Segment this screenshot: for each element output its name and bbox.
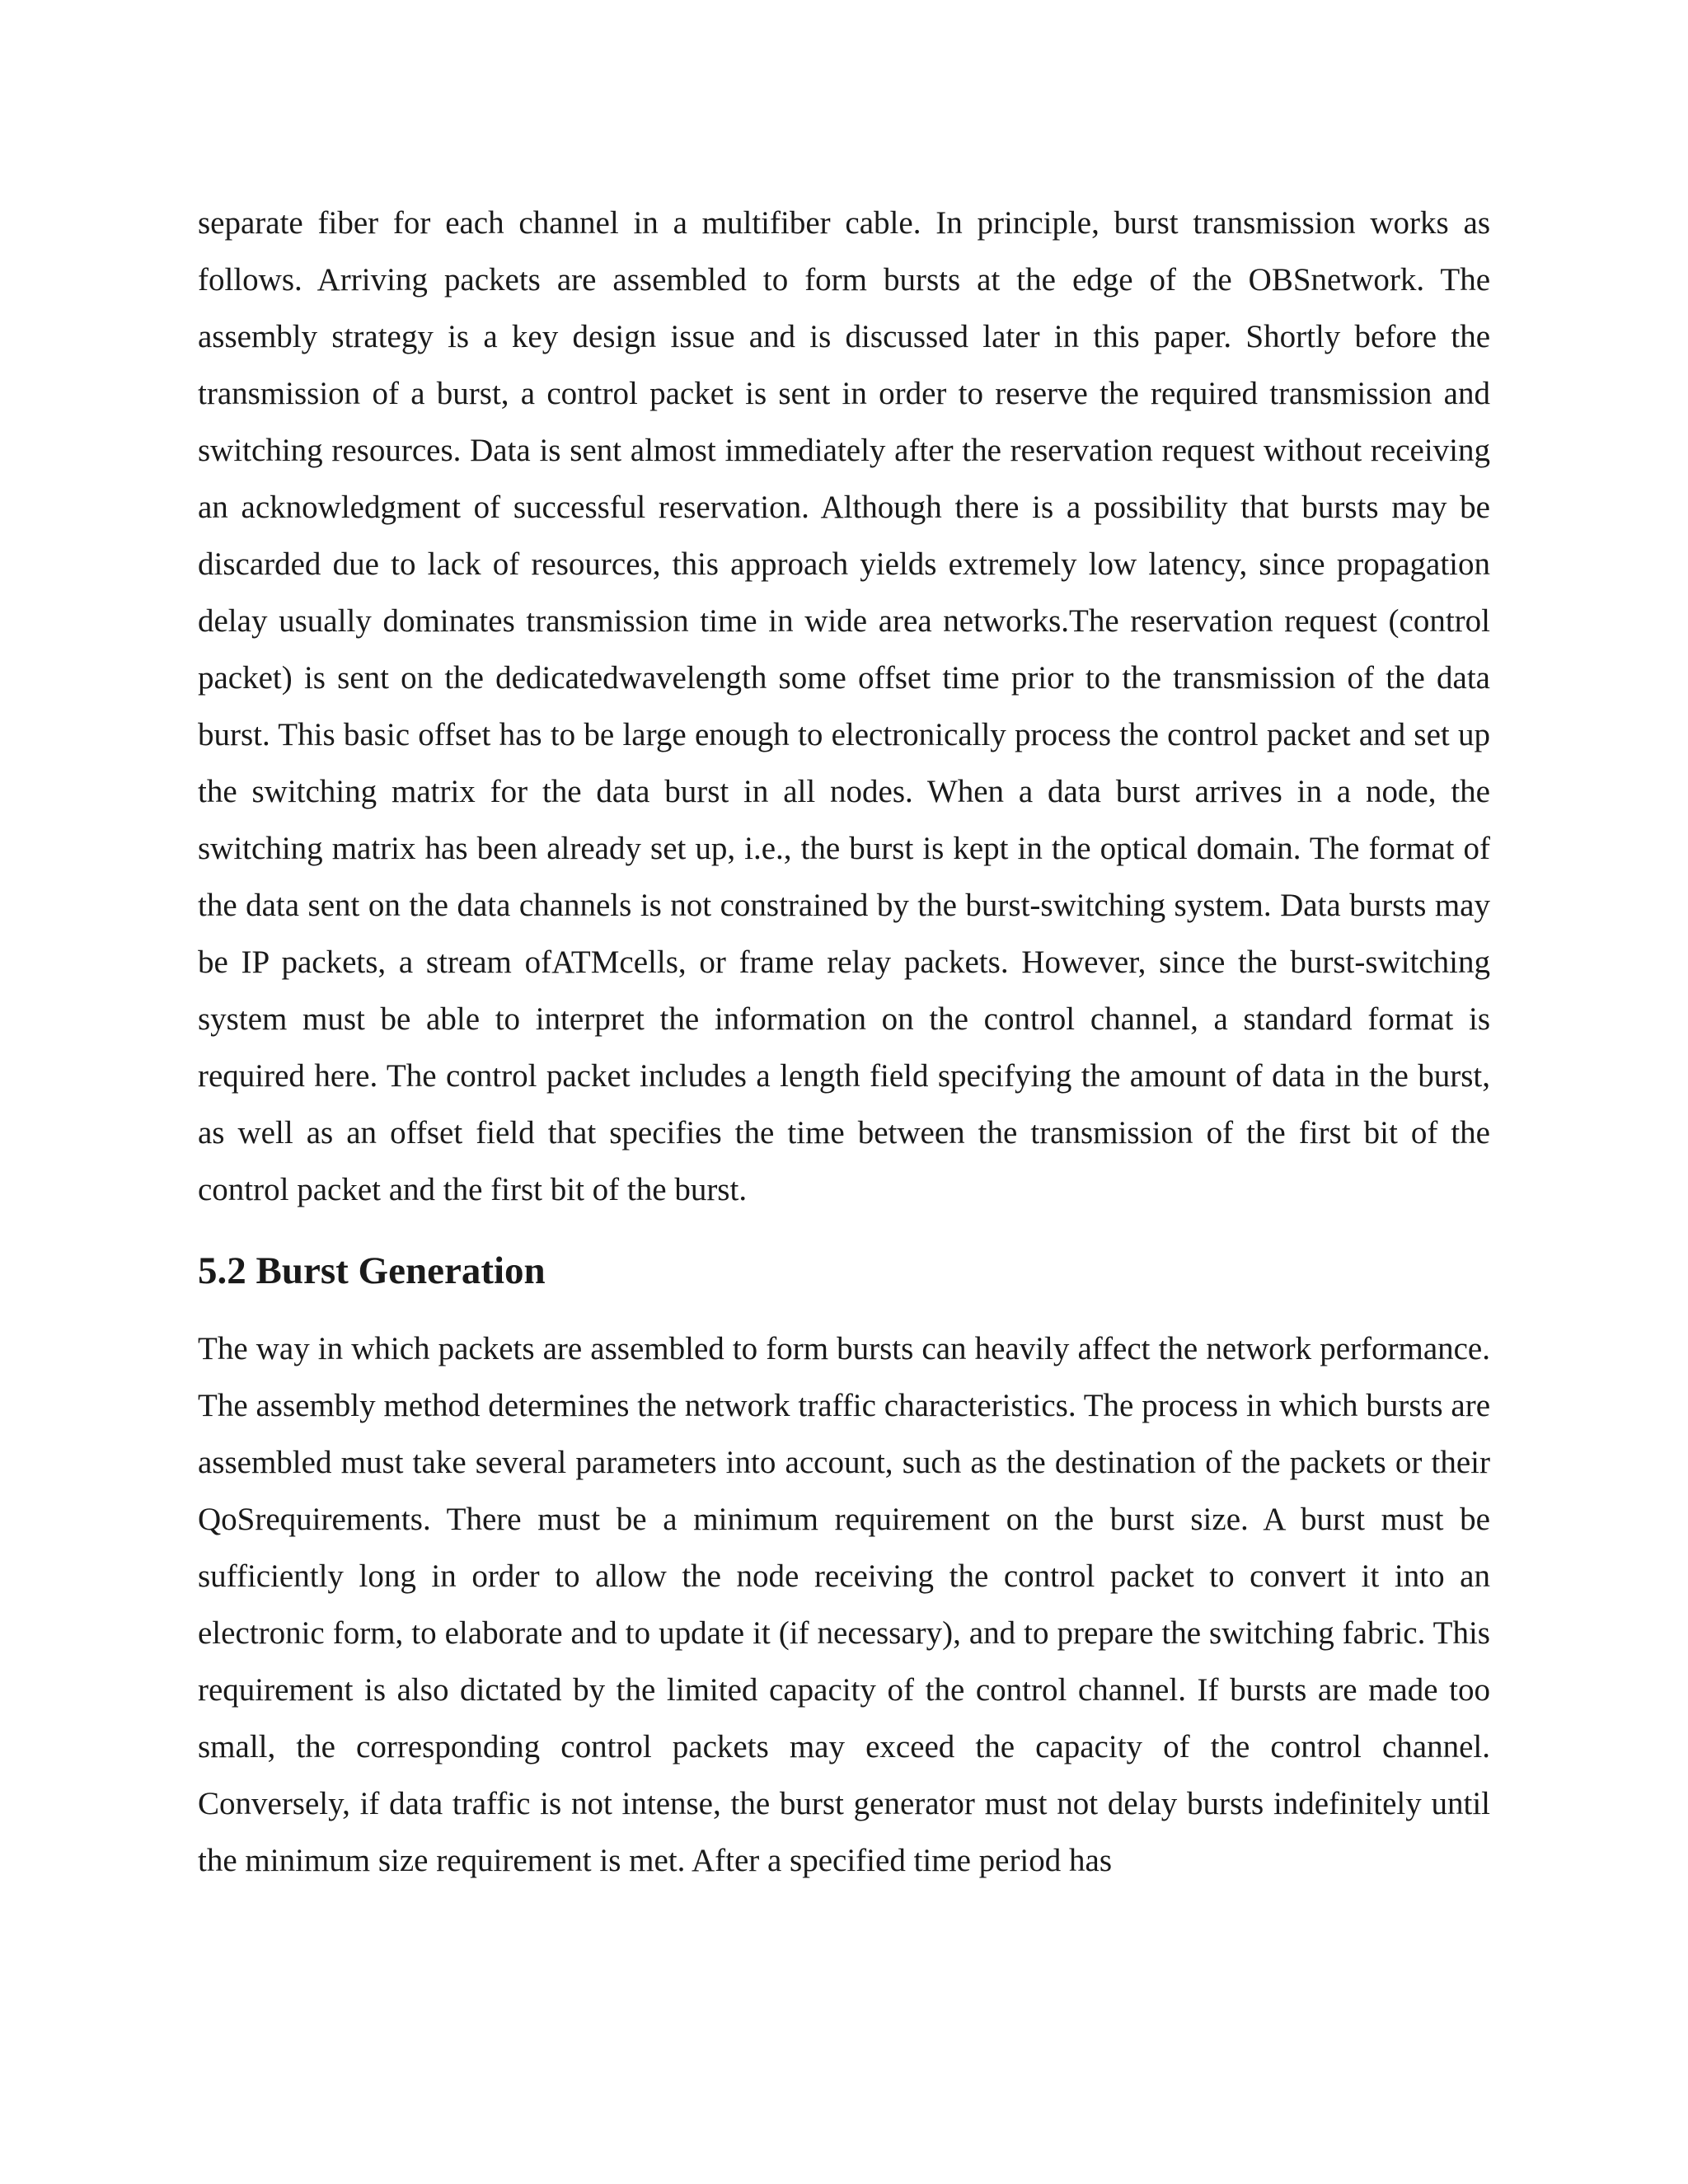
section-heading: 5.2 Burst Generation <box>198 1249 546 1292</box>
document-page <box>198 194 1490 1889</box>
body-paragraph-2: The way in which packets are assembled to form bursts can heavily affect the network performance. The assembly method determines the network traffic characteristics. The process in which bursts are assembled must take several parameters into account, such as the destination of the packets or their QoSrequirements. There must be a minimum requirement on the burst size. A burst must be sufficiently long in order to allow the node receiving the control packet to convert it into an electronic form, to elaborate and to update it (if necessary), and to prepare the switching fabric. This requirement is also dictated by the limited capacity of the control channel. If bursts are made too small, the corresponding control packets may exceed the capacity of the control channel. Conversely, if data traffic is not intense, the burst generator must not delay bursts indefinitely until the minimum size requirement is met. After a specified time period has <box>198 1331 1490 1878</box>
body-paragraph-1: separate fiber for each channel in a multifiber cable. In principle, burst transmission works as follows. Arriving packets are assembled to form bursts at the edge of the OBSnetwork. The assembly strategy is a key design issue and is discussed later in this paper. Shortly before the transmission of a burst, a control packet is sent in order to reserve the required transmission and switching resources. Data is sent almost immediately after the reservation request without receiving an acknowledgment of successful reservation. Although there is a possibility that bursts may be discarded due to lack of resources, this approach yields extremely low latency, since propagation delay usually dominates transmission time in wide area networks.The reservation request (control packet) is sent on the dedicatedwavelength some offset time prior to the transmission of the data burst. This basic offset has to be large enough to electronically process the control packet and set up the switching matrix for the data burst in all nodes. When a data burst arrives in a node, the switching matrix has been already set up, i.e., the burst is kept in the optical domain. The format of the data sent on the data channels is not constrained by the burst-switching system. Data bursts may be IP packets, a stream ofATMcells, or frame relay packets. However, since the burst-switching system must be able to interpret the information on the control channel, a standard format is required here. The control packet includes a length field specifying the amount of data in the burst, as well as an offset field that specifies the time between the transmission of the first bit of the control packet and the first bit of the burst. <box>198 205 1490 1207</box>
